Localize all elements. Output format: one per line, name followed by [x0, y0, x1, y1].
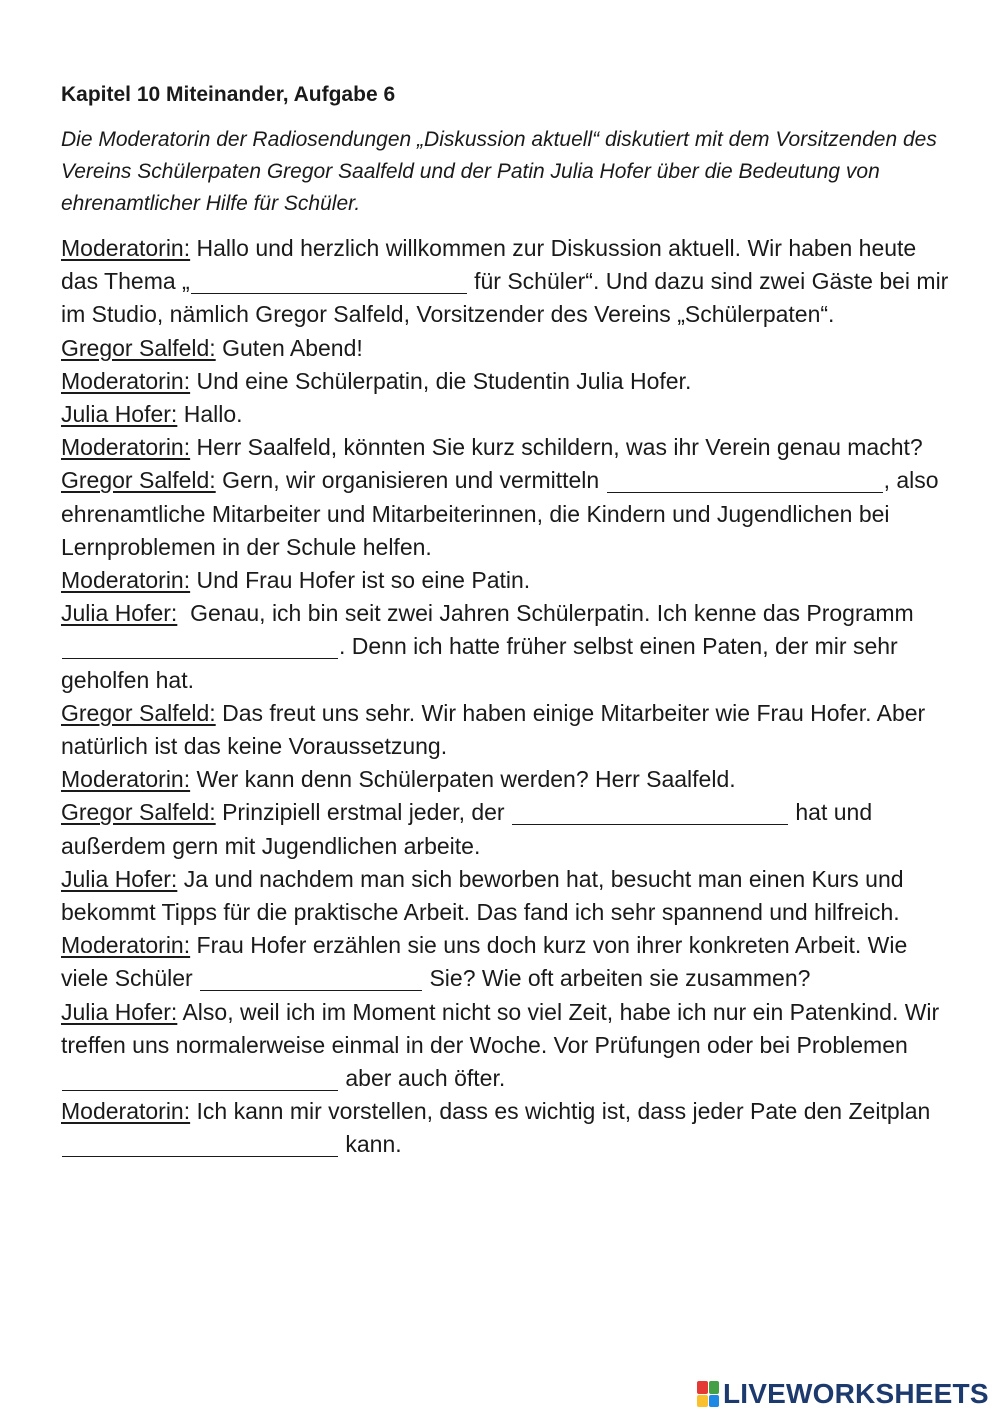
turn-text: Hallo und herzlich willkommen zur Diskussion aktuell. Wir haben heute das Thema „	[61, 235, 917, 295]
speaker-label: Moderatorin:	[61, 1098, 191, 1125]
speaker-label: Gregor Salfeld:	[61, 799, 216, 826]
dialogue-turn	[61, 464, 951, 564]
gap-input-7[interactable]	[62, 1134, 338, 1157]
speaker-label: Gregor Salfeld:	[61, 467, 216, 494]
liveworksheets-logo	[697, 1377, 989, 1411]
logo-text: LIVEWORKSHEETS	[723, 1378, 989, 1409]
turn-text: Herr Saalfeld, könnten Sie kurz schildern, was ihr Verein genau macht?	[190, 434, 923, 461]
turn-text: Hallo.	[177, 401, 243, 428]
turn-text: Ja und nachdem man sich beworben hat, besucht man einen Kurs und bekommt Tipps für die praktische Arbeit. Das fand ich sehr spannend und hilfreich.	[61, 865, 904, 926]
gap-input-2[interactable]	[607, 470, 883, 493]
logo-square-yellow	[697, 1395, 708, 1408]
turn-text: Guten Abend!	[215, 334, 363, 361]
gap-input-4[interactable]	[512, 802, 788, 825]
dialogue-turn	[61, 929, 951, 995]
gap-input-1[interactable]	[191, 271, 467, 294]
speaker-label: Julia Hofer:	[61, 401, 178, 428]
turn-text: Genau, ich bin seit zwei Jahren Schülerpatin. Ich kenne das Programm	[177, 600, 921, 627]
dialogue-turn	[61, 365, 951, 398]
speaker-label: Moderatorin:	[61, 367, 191, 394]
dialogue-turn	[61, 332, 951, 365]
turn-text: Prinzipiell erstmal jeder, der	[215, 799, 511, 826]
speaker-label: Moderatorin:	[61, 567, 191, 594]
turn-text: Frau Hofer erzählen sie uns doch kurz von ihrer konkreten Arbeit. Wie viele Schüler	[61, 932, 908, 992]
dialogue-turn	[61, 398, 951, 431]
speaker-label: Gregor Salfeld:	[61, 334, 216, 361]
dialogue-turn	[61, 597, 951, 697]
dialogue-turn	[61, 232, 951, 332]
gap-input-6[interactable]	[62, 1068, 338, 1091]
speaker-label: Moderatorin:	[61, 235, 191, 261]
speaker-label: Julia Hofer:	[61, 998, 178, 1025]
speaker-label: Gregor Salfeld:	[61, 699, 216, 726]
dialogue	[61, 232, 951, 1162]
dialogue-turn	[61, 1095, 951, 1161]
turn-text: kann.	[339, 1131, 402, 1158]
logo-square-green	[709, 1381, 720, 1394]
turn-text: Das freut uns sehr. Wir haben einige Mitarbeiter wie Frau Hofer. Aber natürlich ist das keine Voraussetzung.	[61, 699, 926, 760]
dialogue-turn	[61, 564, 951, 597]
logo-square-blue	[709, 1395, 720, 1408]
speaker-label: Moderatorin:	[61, 932, 191, 959]
dialogue-turn	[61, 763, 951, 796]
speaker-label: Moderatorin:	[61, 434, 191, 461]
turn-text: Sie? Wie oft arbeiten sie zusammen?	[423, 965, 811, 992]
speaker-label: Julia Hofer:	[61, 600, 178, 627]
dialogue-turn	[61, 697, 951, 763]
turn-text: Wer kann denn Schülerpaten werden? Herr Saalfeld.	[190, 766, 736, 793]
turn-text: Und Frau Hofer ist so eine Patin.	[190, 567, 531, 594]
turn-text: Gern, wir organisieren und vermitteln	[215, 467, 606, 494]
intro-text: Die Moderatorin der Radiosendungen „Diskussion aktuell“ diskutiert mit dem Vorsitzenden des Vereins Schülerpaten Gregor Saalfeld und der Patin Julia Hofer über die Bedeutung von ehrenamtlicher Hilfe für Schüler.	[61, 128, 937, 215]
page-title: Kapitel 10 Miteinander, Aufgabe 6	[61, 83, 396, 106]
worksheet-page	[61, 80, 951, 1162]
dialogue-turn	[61, 863, 951, 929]
turn-text: , also ehrenamtliche Mitarbeiter und Mitarbeiterinnen, die Kindern und Jugendlichen bei Lernproblemen in der Schule helfen.	[61, 467, 939, 560]
dialogue-turn	[61, 431, 951, 464]
speaker-label: Julia Hofer:	[61, 865, 178, 892]
turn-text: hat und außerdem gern mit Jugendlichen arbeite.	[61, 799, 873, 859]
turn-text: . Denn ich hatte früher selbst einen Paten, der mir sehr geholfen hat.	[61, 633, 898, 693]
turn-text: für Schüler“. Und dazu sind zwei Gäste bei mir im Studio, nämlich Gregor Salfeld, Vorsitzender des Vereins „Schülerpaten“.	[61, 268, 949, 328]
liveworksheets-logo-icon	[697, 1381, 719, 1407]
turn-text: Also, weil ich im Moment nicht so viel Zeit, habe ich nur ein Patenkind. Wir treffen uns normalerweise einmal in der Woche. Vor Prüfungen oder bei Problemen	[61, 998, 940, 1058]
speaker-label: Moderatorin:	[61, 766, 191, 793]
turn-text: Ich kann mir vorstellen, dass es wichtig ist, dass jeder Pate den Zeitplan	[190, 1098, 931, 1125]
dialogue-turn	[61, 996, 951, 1096]
gap-input-5[interactable]	[200, 968, 422, 991]
gap-input-3[interactable]	[62, 636, 338, 659]
logo-square-red	[697, 1381, 708, 1394]
turn-text: aber auch öfter.	[339, 1065, 506, 1092]
dialogue-turn	[61, 796, 951, 862]
turn-text: Und eine Schülerpatin, die Studentin Julia Hofer.	[190, 367, 692, 394]
